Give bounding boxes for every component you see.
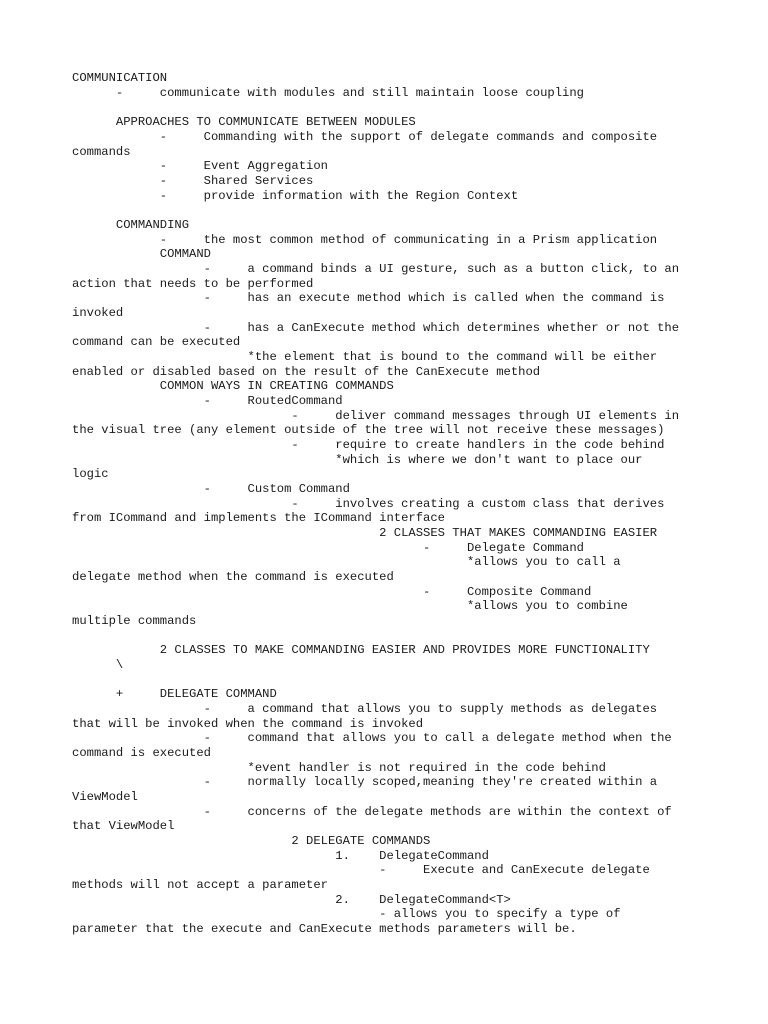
text-line: - require to create handlers in the code behind <box>72 438 665 452</box>
text-line: logic <box>72 467 109 481</box>
text-line: the visual tree (any element outside of the tree will not receive these messages) <box>72 423 665 437</box>
text-line: - communicate with modules and still maintain loose coupling <box>72 86 584 100</box>
text-line: methods will not accept a parameter <box>72 878 328 892</box>
text-line: - Composite Command <box>72 585 592 599</box>
text-line: invoked <box>72 306 124 320</box>
text-line: 2. DelegateCommand<T> <box>72 893 511 907</box>
text-line: - has a CanExecute method which determines whether or not the <box>72 321 680 335</box>
text-line: multiple commands <box>72 614 197 628</box>
text-line: - provide information with the Region Context <box>72 189 519 203</box>
text-line: - the most common method of communicating in a Prism application <box>72 233 658 247</box>
text-line: command can be executed <box>72 335 241 349</box>
text-line: - RoutedCommand <box>72 394 343 408</box>
text-line: ViewModel <box>72 790 138 804</box>
text-line: - has an execute method which is called when the command is <box>72 291 665 305</box>
text-line: that ViewModel <box>72 819 175 833</box>
text-line: 2 CLASSES THAT MAKES COMMANDING EASIER <box>72 526 658 540</box>
text-line: \ <box>72 658 124 672</box>
text-line: - command that allows you to call a delegate method when the <box>72 731 672 745</box>
text-line: - deliver command messages through UI elements in <box>72 409 680 423</box>
text-line: COMMANDING <box>72 218 190 232</box>
text-line: - allows you to specify a type of <box>72 907 621 921</box>
text-line: *which is where we don't want to place our <box>72 453 643 467</box>
text-line: - Commanding with the support of delegate commands and composite <box>72 130 658 144</box>
text-line: 2 CLASSES TO MAKE COMMANDING EASIER AND PROVIDES MORE FUNCTIONALITY <box>72 643 650 657</box>
text-line: - concerns of the delegate methods are within the context of <box>72 805 672 819</box>
text-line: + DELEGATE COMMAND <box>72 687 277 701</box>
text-line: - involves creating a custom class that derives <box>72 497 665 511</box>
text-line: enabled or disabled based on the result of the CanExecute method <box>72 365 541 379</box>
text-line: commands <box>72 145 131 159</box>
text-line: command is executed <box>72 746 211 760</box>
text-line: COMMON WAYS IN CREATING COMMANDS <box>72 379 394 393</box>
text-line: - Custom Command <box>72 482 350 496</box>
text-line: *event handler is not required in the code behind <box>72 761 606 775</box>
text-line: COMMAND <box>72 247 211 261</box>
text-line: action that needs to be performed <box>72 277 314 291</box>
text-line: - Shared Services <box>72 174 314 188</box>
text-line: 2 DELEGATE COMMANDS <box>72 834 431 848</box>
text-line: *allows you to call a <box>72 555 621 569</box>
text-line: APPROACHES TO COMMUNICATE BETWEEN MODULES <box>72 115 416 129</box>
text-line: parameter that the execute and CanExecute methods parameters will be. <box>72 922 577 936</box>
text-line: - normally locally scoped,meaning they're created within a <box>72 775 658 789</box>
text-line: - a command that allows you to supply methods as delegates <box>72 702 658 716</box>
text-line: *allows you to combine <box>72 599 628 613</box>
text-line: COMMUNICATION <box>72 71 168 85</box>
text-line: - Execute and CanExecute delegate <box>72 863 650 877</box>
text-line: - Event Aggregation <box>72 159 328 173</box>
text-line: from ICommand and implements the ICommand interface <box>72 511 445 525</box>
text-line: 1. DelegateCommand <box>72 849 489 863</box>
text-line: - Delegate Command <box>72 541 584 555</box>
text-line: that will be invoked when the command is invoked <box>72 717 424 731</box>
text-line: *the element that is bound to the command will be either <box>72 350 658 364</box>
text-line: - a command binds a UI gesture, such as a button click, to an <box>72 262 680 276</box>
text-line: delegate method when the command is executed <box>72 570 394 584</box>
